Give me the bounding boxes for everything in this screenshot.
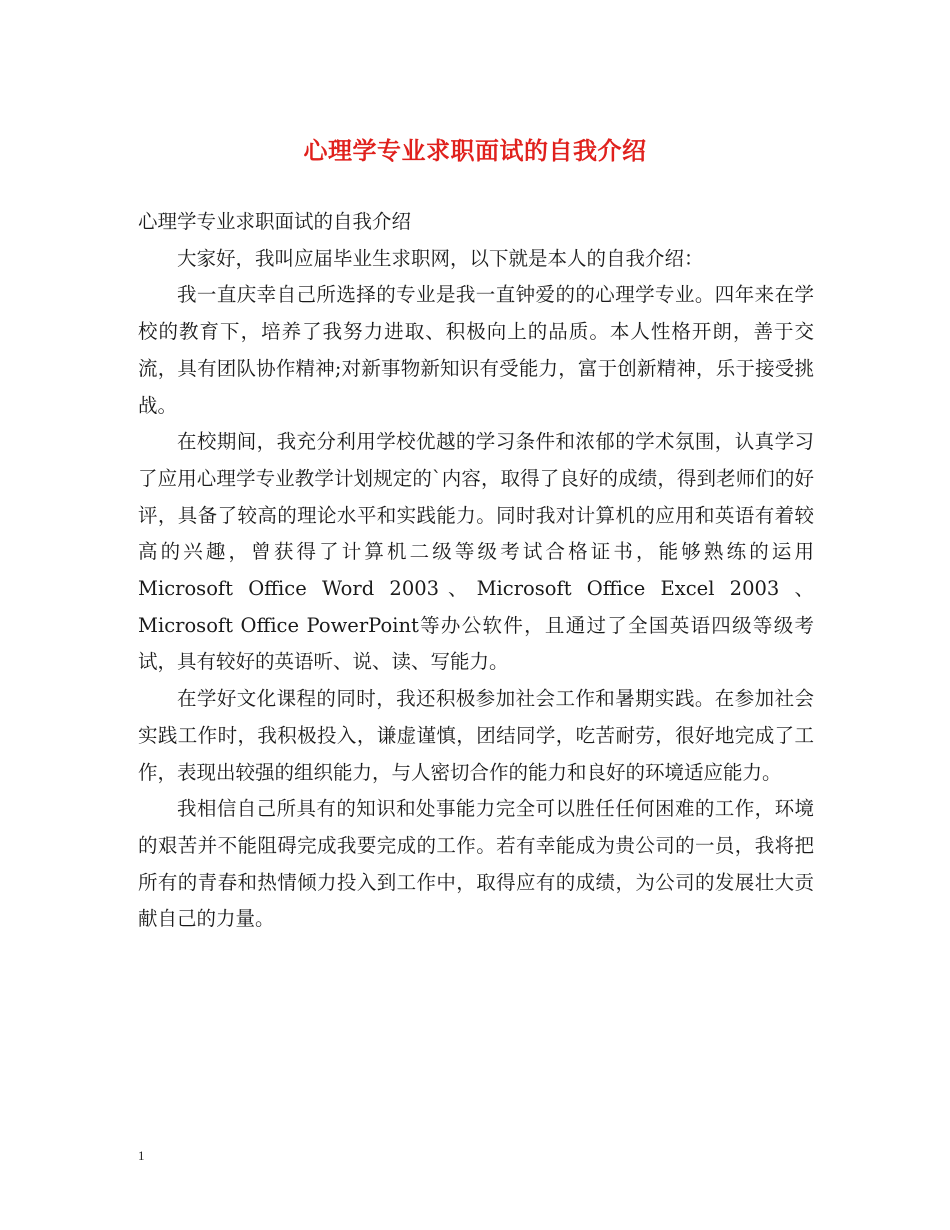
major-paragraph: 我一直庆幸自己所选择的专业是我一直钟爱的的心理学专业。四年来在学校的教育下，培养了我努力进取、积极向上的品质。本人性格开朗，善于交流，具有团队协作精神;对新事物新知识有受能力，富于创新精神，乐于接受挑战。 (138, 283, 814, 417)
document-title: 心理学专业求职面试的自我介绍 (303, 136, 647, 165)
practice-paragraph: 在学好文化课程的同时，我还积极参加社会工作和暑期实践。在参加社会实践工作时，我积极投入，谦虚谨慎，团结同学，吃苦耐劳，很好地完成了工作，表现出较强的组织能力，与人密切合作的能力和良好的环境适应能力。 (138, 687, 814, 784)
document-body (138, 204, 814, 938)
page-number: 1 (138, 1148, 145, 1163)
body-heading-paragraph: 心理学专业求职面试的自我介绍 (138, 210, 412, 233)
greeting-paragraph: 大家好，我叫应届毕业生求职网，以下就是本人的自我介绍： (177, 246, 704, 270)
closing-paragraph: 我相信自己所具有的知识和处事能力完全可以胜任任何困难的工作，环境的艰苦并不能阻碍完成我要完成的工作。若有幸能成为贵公司的一员，我将把所有的青春和热情倾力投入到工作中，取得应有的成绩，为公司的发展壮大贡献自己的力量。 (138, 797, 814, 931)
study-paragraph: 在校期间，我充分利用学校优越的学习条件和浓郁的学术氛围，认真学习了应用心理学专业教学计划规定的`内容，取得了良好的成绩，得到老师们的好评，具备了较高的理论水平和实践能力。同时我对计算机的应用和英语有着较高的兴趣，曾获得了计算机二级等级考试合格证书，能够熟练的运用Microsoft Office Word 2003、Microsoft Office Excel 2003 、Microsoft Office PowerPoint等办公软件，且通过了全国英语四级等级考试，具有较好的英语听、说、读、写能力。 (138, 430, 814, 674)
